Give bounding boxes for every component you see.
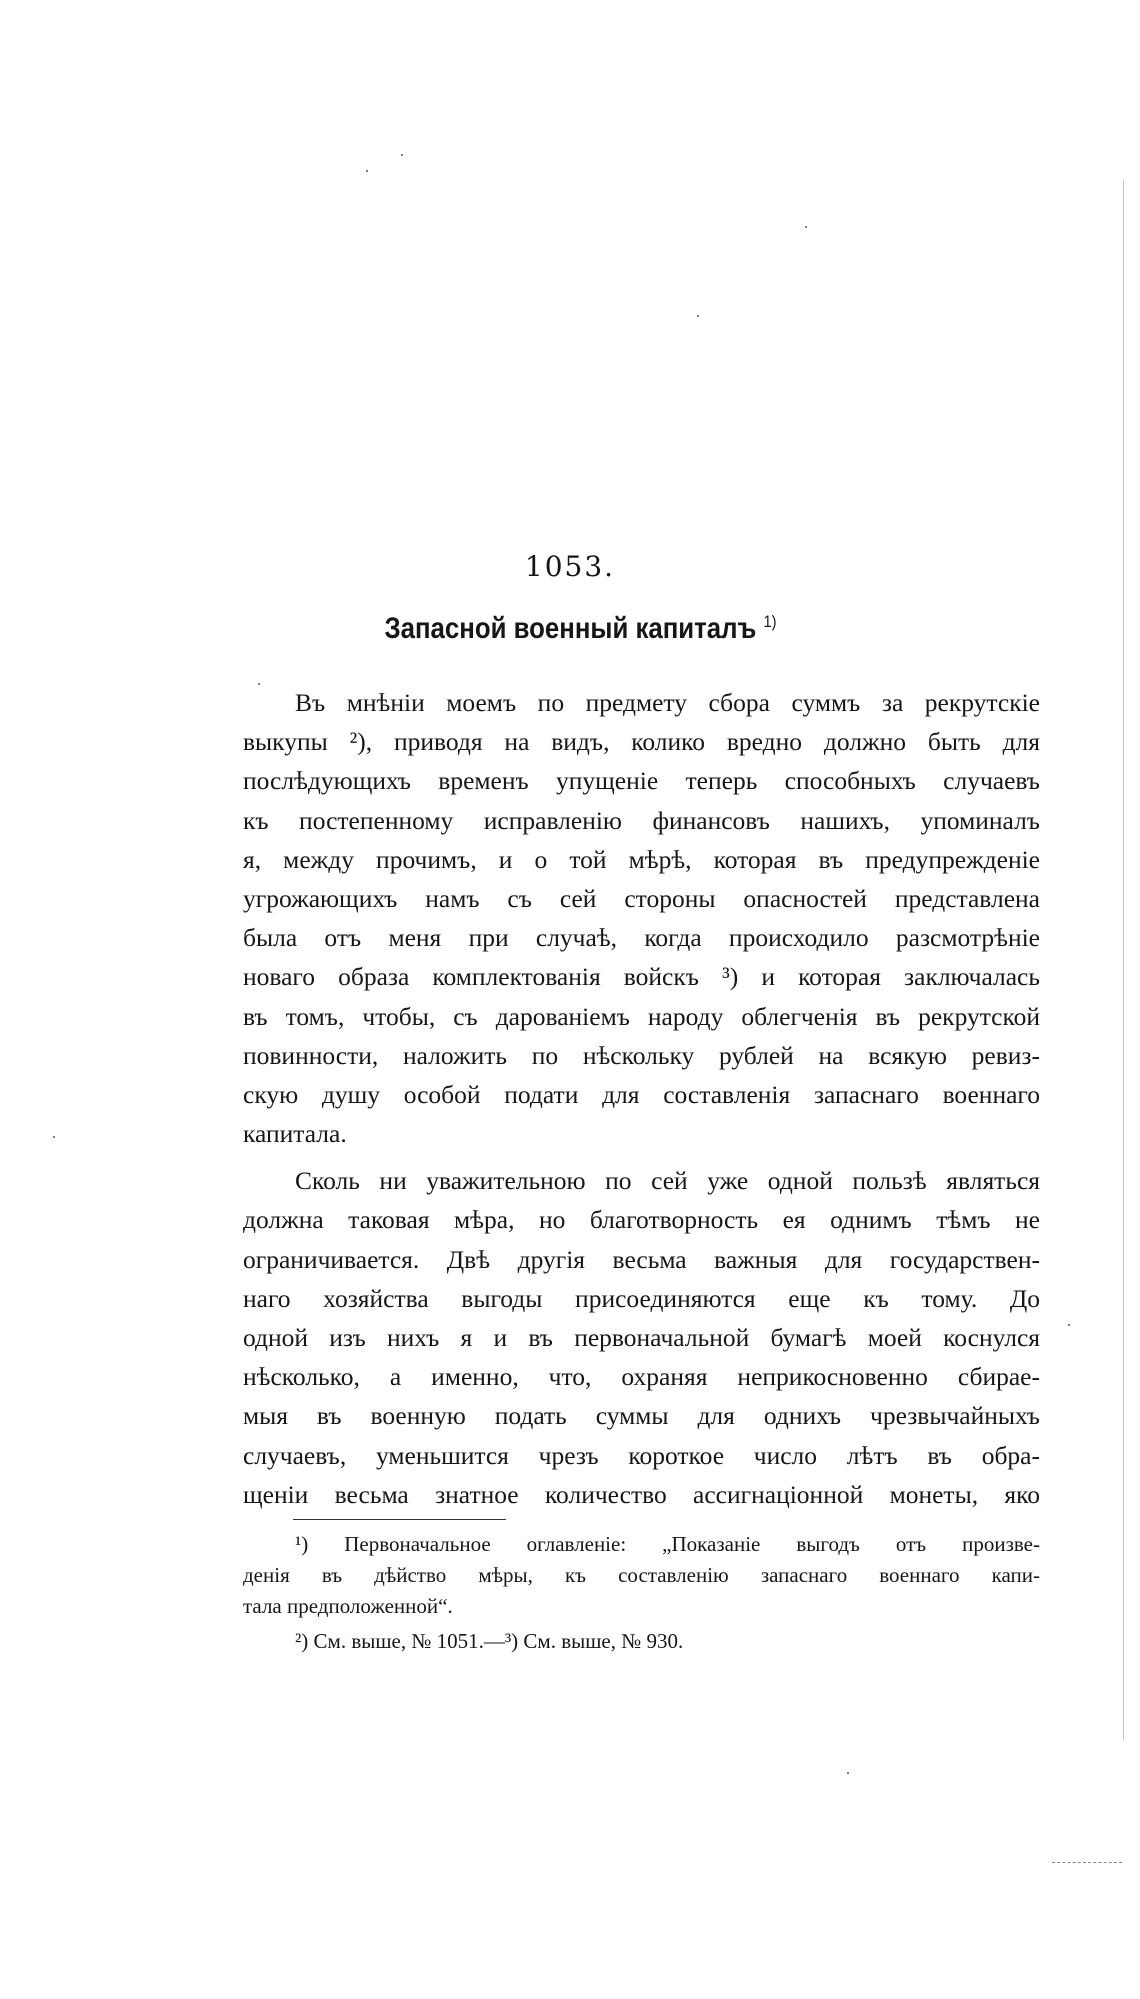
text-line: скую душу особой подати для составленія запаснаго военнаго — [243, 1079, 1040, 1109]
title-footnote-mark: 1) — [763, 612, 777, 631]
footnote-2 — [243, 1626, 1040, 1657]
scan-speck — [1068, 1324, 1070, 1326]
text-line: выкупы ²), приводя на видъ, колико вредно должно быть для — [243, 727, 1040, 757]
paragraph-1 — [243, 683, 1040, 1153]
text-line: нѣсколько, а именно, что, охраняя неприкосновенно сбирае- — [243, 1362, 1040, 1392]
scan-speck — [847, 1772, 849, 1774]
text-line: была отъ меня при случаѣ, когда происходило разсмотрѣніе — [243, 923, 1040, 953]
text-line: послѣдующихъ временъ упущеніе теперь способныхъ случаевъ — [243, 766, 1040, 796]
document-number: 1053. — [524, 550, 616, 583]
text-line: случаевъ, уменьшится чрезъ короткое число лѣтъ въ обра- — [243, 1440, 1040, 1470]
footnote-line: ²) См. выше, № 1051.—³) См. выше, № 930. — [295, 1629, 684, 1653]
footnote-1 — [243, 1529, 1040, 1622]
text-line: должна таковая мѣра, но благотворность ея однимъ тѣмъ не — [243, 1205, 1040, 1235]
text-line: угрожающихъ намъ съ сей стороны опасностей представлена — [243, 883, 1040, 913]
document-title — [90, 612, 1070, 646]
text-line: повинности, наложить по нѣскольку рублей на всякую ревиз- — [243, 1040, 1040, 1070]
footnote-line: ¹) Первоначальное оглавленіе: „Показаніе выгодъ отъ произве- — [295, 1532, 1040, 1556]
scan-speck — [53, 1136, 55, 1138]
scan-edge-mark — [1052, 1862, 1122, 1863]
document-title-text: Запасной военный капиталъ — [384, 612, 757, 645]
footnote-line: денія въ дѣйство мѣры, къ составленію запаснаго военнаго капи- — [243, 1563, 1040, 1587]
text-line: новаго образа комплектованія войскъ ³) и которая заключалась — [243, 962, 1040, 992]
text-line: я, между прочимъ, и о той мѣрѣ, которая въ предупрежденіе — [243, 844, 1040, 874]
body-text — [243, 683, 1040, 1514]
text-line: въ томъ, чтобы, съ дарованіемъ народу облегченія въ рекрутской — [243, 1001, 1040, 1031]
text-line: ограничивается. Двѣ другія весьма важныя для государствен- — [243, 1244, 1040, 1274]
text-line: наго хозяйства выгоды присоединяются еще къ тому. До — [243, 1283, 1040, 1313]
scan-speck — [401, 154, 403, 156]
text-line: капитала. — [243, 1119, 347, 1149]
footnote-divider — [293, 1519, 506, 1520]
text-line: щеніи весьма знатное количество ассигнаціонной монеты, яко — [243, 1479, 1040, 1509]
text-line: мыя въ военную подать суммы для однихъ чрезвычайныхъ — [243, 1401, 1040, 1431]
text-line: одной изъ нихъ я и въ первоначальной бумагѣ моей коснулся — [243, 1323, 1040, 1352]
footnote-line: тала предположенной“. — [243, 1594, 453, 1618]
scan-edge-line — [1123, 180, 1124, 1740]
scan-speck — [805, 226, 807, 228]
text-line: Сколь ни уважительною по сей уже одной пользѣ являться — [295, 1166, 1040, 1196]
scan-speck — [697, 315, 699, 317]
text-line: къ постепенному исправленію финансовъ нашихъ, упоминалъ — [243, 805, 1040, 835]
scan-speck — [366, 170, 368, 172]
paragraph-2 — [243, 1161, 1040, 1514]
footnotes — [243, 1529, 1040, 1657]
text-line: Въ мнѣніи моемъ по предмету сбора суммъ за рекрутскіе — [295, 688, 1040, 717]
